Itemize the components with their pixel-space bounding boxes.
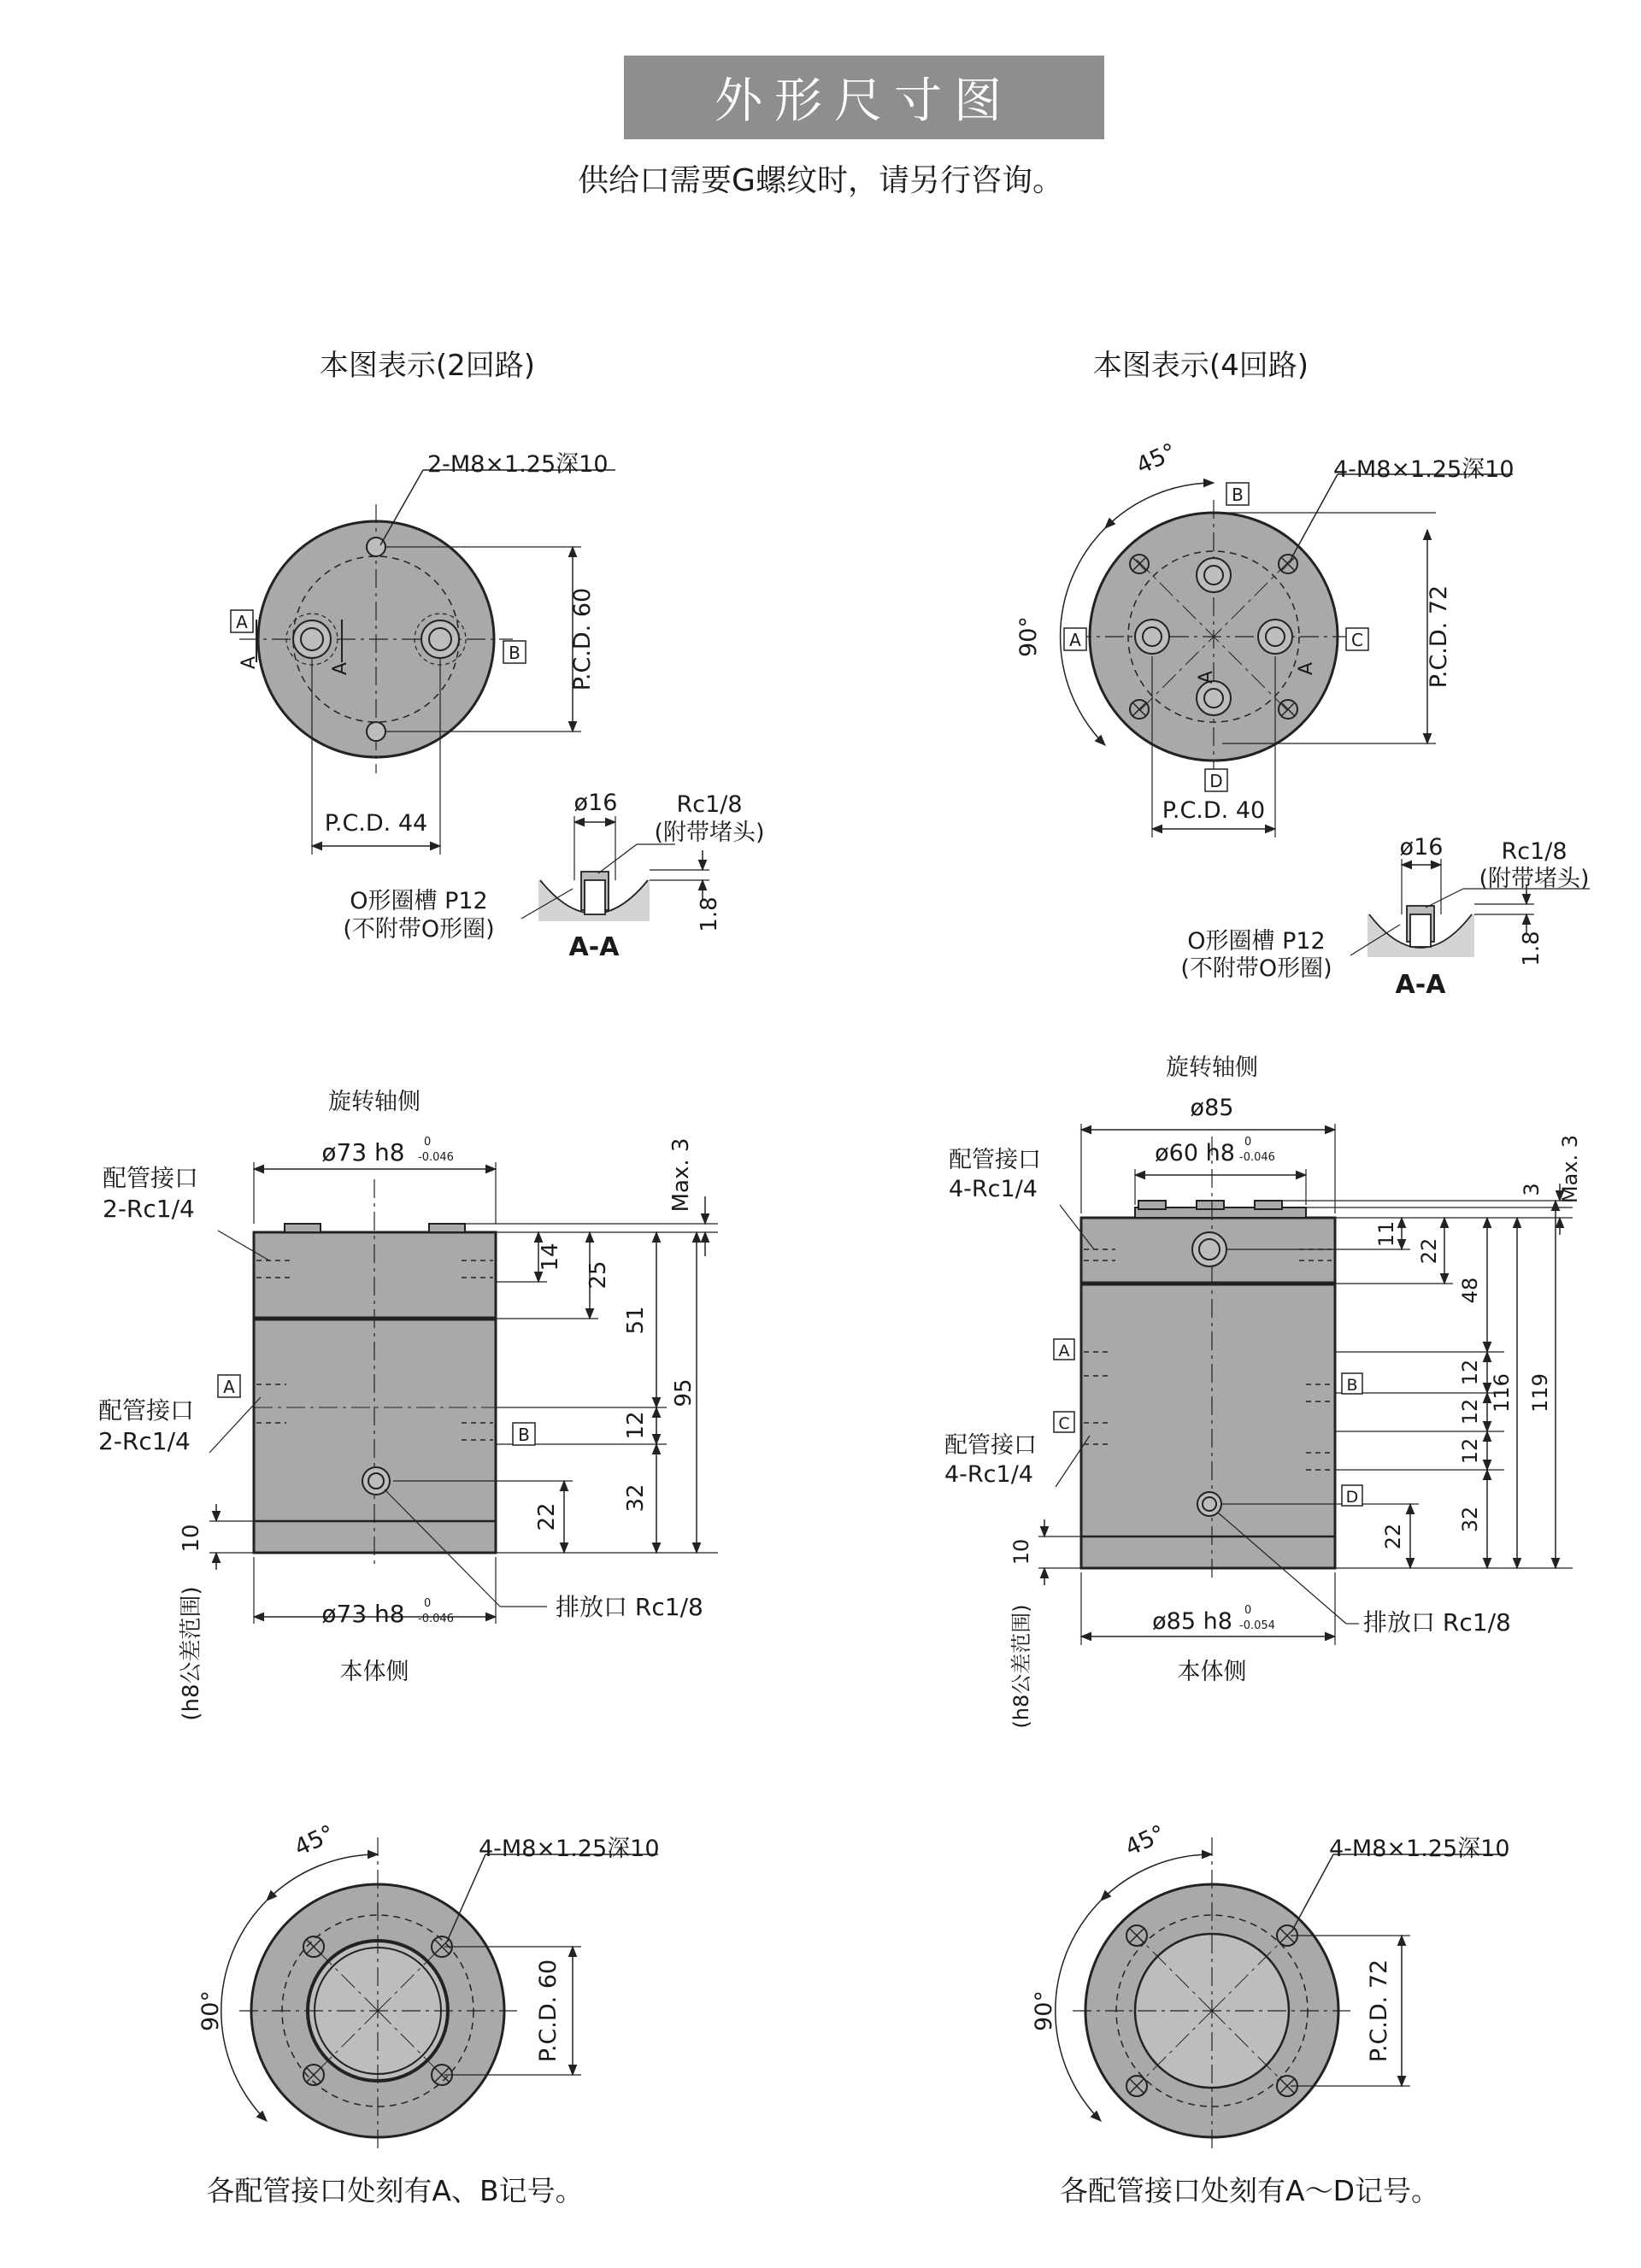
right-port-callout-2b: 4-Rc1/4 — [944, 1461, 1033, 1488]
right-top-section-mark-2: A — [1296, 661, 1317, 675]
left-section-oring: O形圈槽 P12 — [350, 888, 488, 914]
right-top-section-mark-1: A — [1196, 670, 1217, 684]
left-dim-10: 10 — [179, 1524, 204, 1553]
right-dim-10: 10 — [1009, 1538, 1033, 1566]
left-top-tol-upper: 0 — [424, 1136, 432, 1149]
left-top-section-mark-2: A — [330, 661, 351, 675]
right-dim-119: 119 — [1528, 1373, 1552, 1413]
left-top-pcd-horizontal: P.C.D. 44 — [324, 810, 428, 837]
right-top-angle-45: 45° — [1132, 438, 1181, 480]
right-side-port-a: A — [1058, 1342, 1070, 1360]
right-bottom-angle-45: 45° — [1120, 1820, 1170, 1862]
right-outer-diameter: ø85 — [1190, 1095, 1234, 1121]
right-rotation-side: 旋转轴侧 — [1166, 1055, 1258, 1081]
right-bottom-view — [1056, 1837, 1504, 2149]
right-dim-3: 3 — [1520, 1183, 1544, 1196]
subtitle-note: 供给口需要G螺纹时，请另行咨询。 — [578, 163, 1063, 198]
left-top-port-a: A — [236, 612, 248, 632]
left-section-thread-note: (附带堵头) — [654, 820, 765, 846]
section-title: 外形尺寸图 — [715, 73, 1014, 129]
left-bottom-tol-upper: 0 — [424, 1597, 432, 1610]
left-tolerance-range: (h8公差范围) — [179, 1586, 204, 1721]
left-dim-95: 95 — [671, 1378, 697, 1407]
right-dim-32: 32 — [1458, 1506, 1482, 1533]
left-port-callout-2b: 2-Rc1/4 — [98, 1427, 191, 1455]
right-section-oring-note: (不附带O形圈) — [1180, 955, 1332, 982]
right-top-port-b: B — [1232, 485, 1244, 505]
right-dim-11: 11 — [1374, 1220, 1398, 1248]
left-rotation-side: 旋转轴侧 — [328, 1089, 421, 1115]
right-dim-12-b: 12 — [1458, 1398, 1482, 1425]
right-max: Max. 3 — [1558, 1134, 1582, 1204]
left-side-port-b: B — [518, 1425, 530, 1445]
right-section-oring: O形圈槽 P12 — [1187, 928, 1326, 955]
right-body-side: 本体侧 — [1177, 1659, 1247, 1685]
right-port-callout-2: 配管接口 — [944, 1432, 1037, 1459]
right-side-port-c: C — [1058, 1414, 1070, 1433]
right-dim-12-c: 12 — [1458, 1437, 1482, 1465]
right-tolerance-range: (h8公差范围) — [1009, 1604, 1033, 1729]
right-bottom-tol-upper: 0 — [1244, 1604, 1252, 1617]
left-dim-51: 51 — [623, 1306, 649, 1335]
right-top-thread-callout: 4-M8×1.25深10 — [1333, 456, 1515, 483]
right-dim-48: 48 — [1458, 1277, 1482, 1304]
right-top-angle-90: 90° — [1015, 616, 1042, 657]
right-caption: 本图表示(4回路) — [1092, 349, 1309, 383]
left-top-section-mark-1: A — [238, 655, 260, 669]
left-dim-14: 14 — [538, 1243, 563, 1272]
right-top-pcd-vertical: P.C.D. 72 — [1426, 585, 1452, 689]
left-top-diameter: ø73 h8 — [321, 1138, 405, 1166]
left-bottom-tol-lower: -0.046 — [418, 1613, 454, 1625]
left-drain: 排放口 Rc1/8 — [556, 1593, 703, 1621]
right-bottom-pcd: P.C.D. 72 — [1366, 1959, 1392, 2063]
right-drain: 排放口 Rc1/8 — [1363, 1608, 1511, 1636]
right-side-port-b: B — [1346, 1376, 1358, 1395]
right-inner-tol-lower: -0.046 — [1239, 1151, 1275, 1164]
right-dim-12-a: 12 — [1458, 1359, 1482, 1386]
left-section-label: A-A — [568, 932, 620, 962]
left-body-side: 本体侧 — [339, 1659, 409, 1685]
right-side-port-d: D — [1345, 1488, 1359, 1507]
right-port-callout-1b: 4-Rc1/4 — [949, 1176, 1038, 1202]
left-port-callout-1b: 2-Rc1/4 — [103, 1195, 195, 1223]
left-top-port-b: B — [509, 643, 521, 663]
right-section-depth: 1.8 — [1519, 931, 1544, 967]
left-side-port-a: A — [223, 1377, 235, 1397]
left-caption: 本图表示(2回路) — [319, 349, 536, 383]
left-dim-32: 32 — [623, 1484, 649, 1513]
left-port-callout-1: 配管接口 — [103, 1164, 199, 1192]
right-note: 各配管接口处刻有A～D记号。 — [1060, 2174, 1439, 2207]
right-section-thread: Rc1/8 — [1501, 838, 1567, 865]
left-section-oring-note: (不附带O形圈) — [343, 916, 495, 943]
left-top-pcd-vertical: P.C.D. 60 — [569, 587, 596, 691]
right-top-pcd-horizontal: P.C.D. 40 — [1162, 797, 1266, 824]
left-top-thread-callout: 2-M8×1.25深10 — [427, 451, 609, 478]
left-dim-12: 12 — [623, 1411, 649, 1440]
left-section-thread: Rc1/8 — [676, 791, 743, 818]
right-dim-22-bottom: 22 — [1381, 1523, 1405, 1550]
right-bottom-thread-callout: 4-M8×1.25深10 — [1329, 1836, 1510, 1862]
right-top-port-c: C — [1351, 630, 1363, 650]
left-section-diameter: ø16 — [573, 790, 618, 816]
left-bottom-pcd: P.C.D. 60 — [535, 1959, 562, 2063]
right-top-port-a: A — [1069, 630, 1081, 650]
left-port-callout-2: 配管接口 — [98, 1396, 195, 1425]
left-section-depth: 1.8 — [697, 896, 722, 932]
right-bottom-angle-90: 90° — [1031, 1990, 1057, 2031]
right-inner-diameter: ø60 h8 — [1155, 1140, 1235, 1166]
left-dim-22: 22 — [534, 1502, 560, 1531]
left-bottom-angle-90: 90° — [197, 1990, 224, 2031]
left-note: 各配管接口处刻有A、B记号。 — [206, 2174, 584, 2207]
right-section-thread-note: (附带堵头) — [1479, 866, 1590, 892]
right-bottom-tol-lower: -0.054 — [1239, 1619, 1275, 1632]
left-max: Max. 3 — [668, 1137, 694, 1213]
left-top-view — [239, 470, 615, 855]
right-inner-tol-upper: 0 — [1244, 1136, 1252, 1149]
left-bottom-diameter: ø73 h8 — [321, 1600, 405, 1628]
left-bottom-thread-callout: 4-M8×1.25深10 — [479, 1836, 660, 1862]
right-section-label: A-A — [1395, 970, 1446, 1000]
left-bottom-view — [221, 1837, 658, 2149]
right-port-callout-1: 配管接口 — [949, 1147, 1041, 1173]
left-bottom-angle-45: 45° — [290, 1820, 339, 1862]
right-dim-22-top: 22 — [1417, 1237, 1441, 1265]
left-side-view — [209, 1162, 718, 1624]
right-bottom-diameter: ø85 h8 — [1152, 1608, 1232, 1635]
right-dim-116: 116 — [1490, 1373, 1514, 1413]
right-top-port-d: D — [1209, 771, 1223, 791]
left-dim-25: 25 — [585, 1260, 611, 1290]
right-section-diameter: ø16 — [1399, 834, 1444, 861]
left-top-tol-lower: -0.046 — [418, 1151, 454, 1164]
